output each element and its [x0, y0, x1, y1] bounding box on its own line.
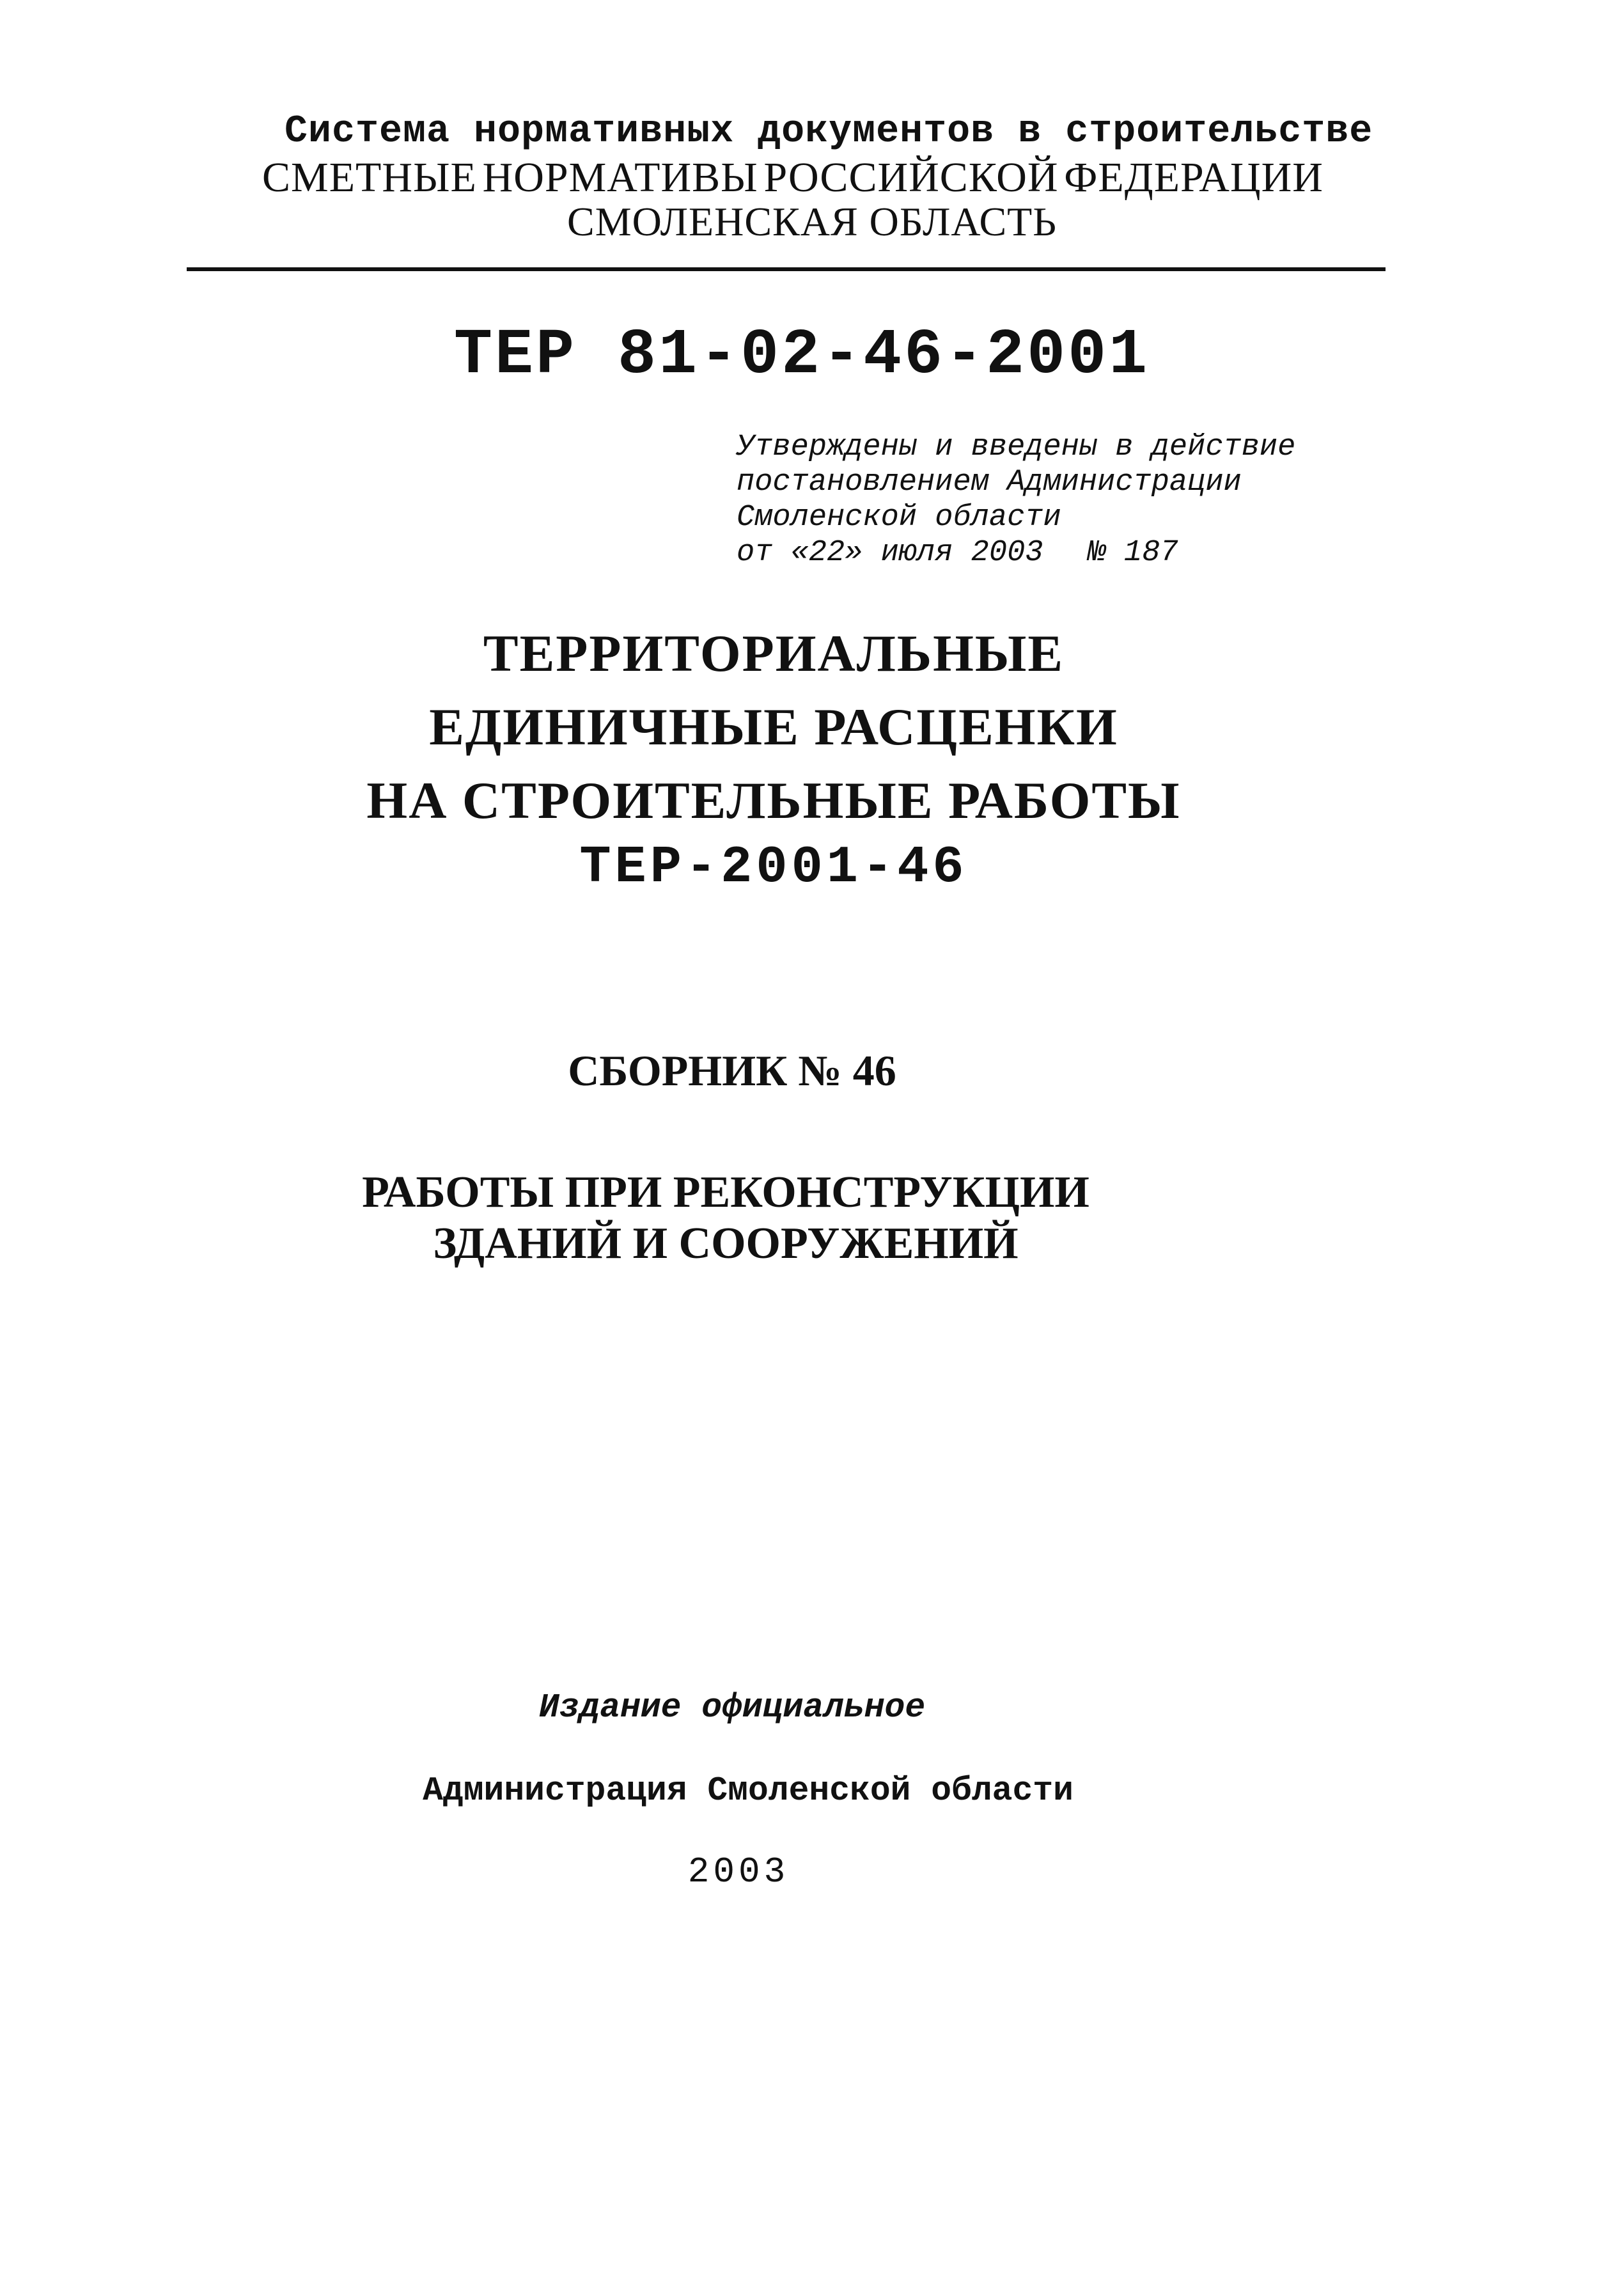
norms-title [262, 153, 1323, 202]
approval-line [737, 535, 1440, 570]
header-divider [187, 267, 1386, 271]
main-title-line: ЕДИНИЧНЫЕ РАСЦЕНКИ [429, 698, 1118, 756]
publication-year: 2003 [687, 1851, 790, 1892]
main-title-code: ТЕР-2001-46 [579, 838, 968, 897]
approval-date: от «22» июля 2003 [737, 536, 1043, 570]
main-title-line: НА СТРОИТЕЛЬНЫЕ РАБОТЫ [366, 771, 1181, 829]
approval-block [737, 430, 1440, 570]
subject-line: РАБОТЫ ПРИ РЕКОНСТРУКЦИИ [362, 1168, 1089, 1217]
region-title: СМОЛЕНСКАЯ ОБЛАСТЬ [567, 199, 1057, 244]
approval-line: Утверждены и введены в действие [737, 430, 1296, 464]
publisher: Администрация Смоленской области [423, 1771, 1074, 1810]
norms-word: СМЕТНЫЕ [262, 154, 477, 201]
document-code: ТЕР 81-02-46-2001 [454, 320, 1150, 392]
approval-line: Смоленской области [737, 501, 1061, 535]
norms-word: ФЕДЕРАЦИИ [1064, 154, 1323, 201]
system-title: Система нормативных документов в строительстве [285, 110, 1373, 153]
main-title-line: ТЕРРИТОРИАЛЬНЫЕ [483, 624, 1065, 682]
approval-line: постановлением Администрации [737, 466, 1242, 499]
norms-word: РОССИЙСКОЙ [763, 154, 1059, 201]
norms-word: НОРМАТИВЫ [482, 154, 758, 201]
subject-line: ЗДАНИЙ И СООРУЖЕНИЙ [433, 1219, 1019, 1268]
approval-number: № 187 [1088, 536, 1178, 570]
collection-number: СБОРНИК № 46 [568, 1046, 896, 1095]
edition-note: Издание официальное [538, 1688, 926, 1727]
